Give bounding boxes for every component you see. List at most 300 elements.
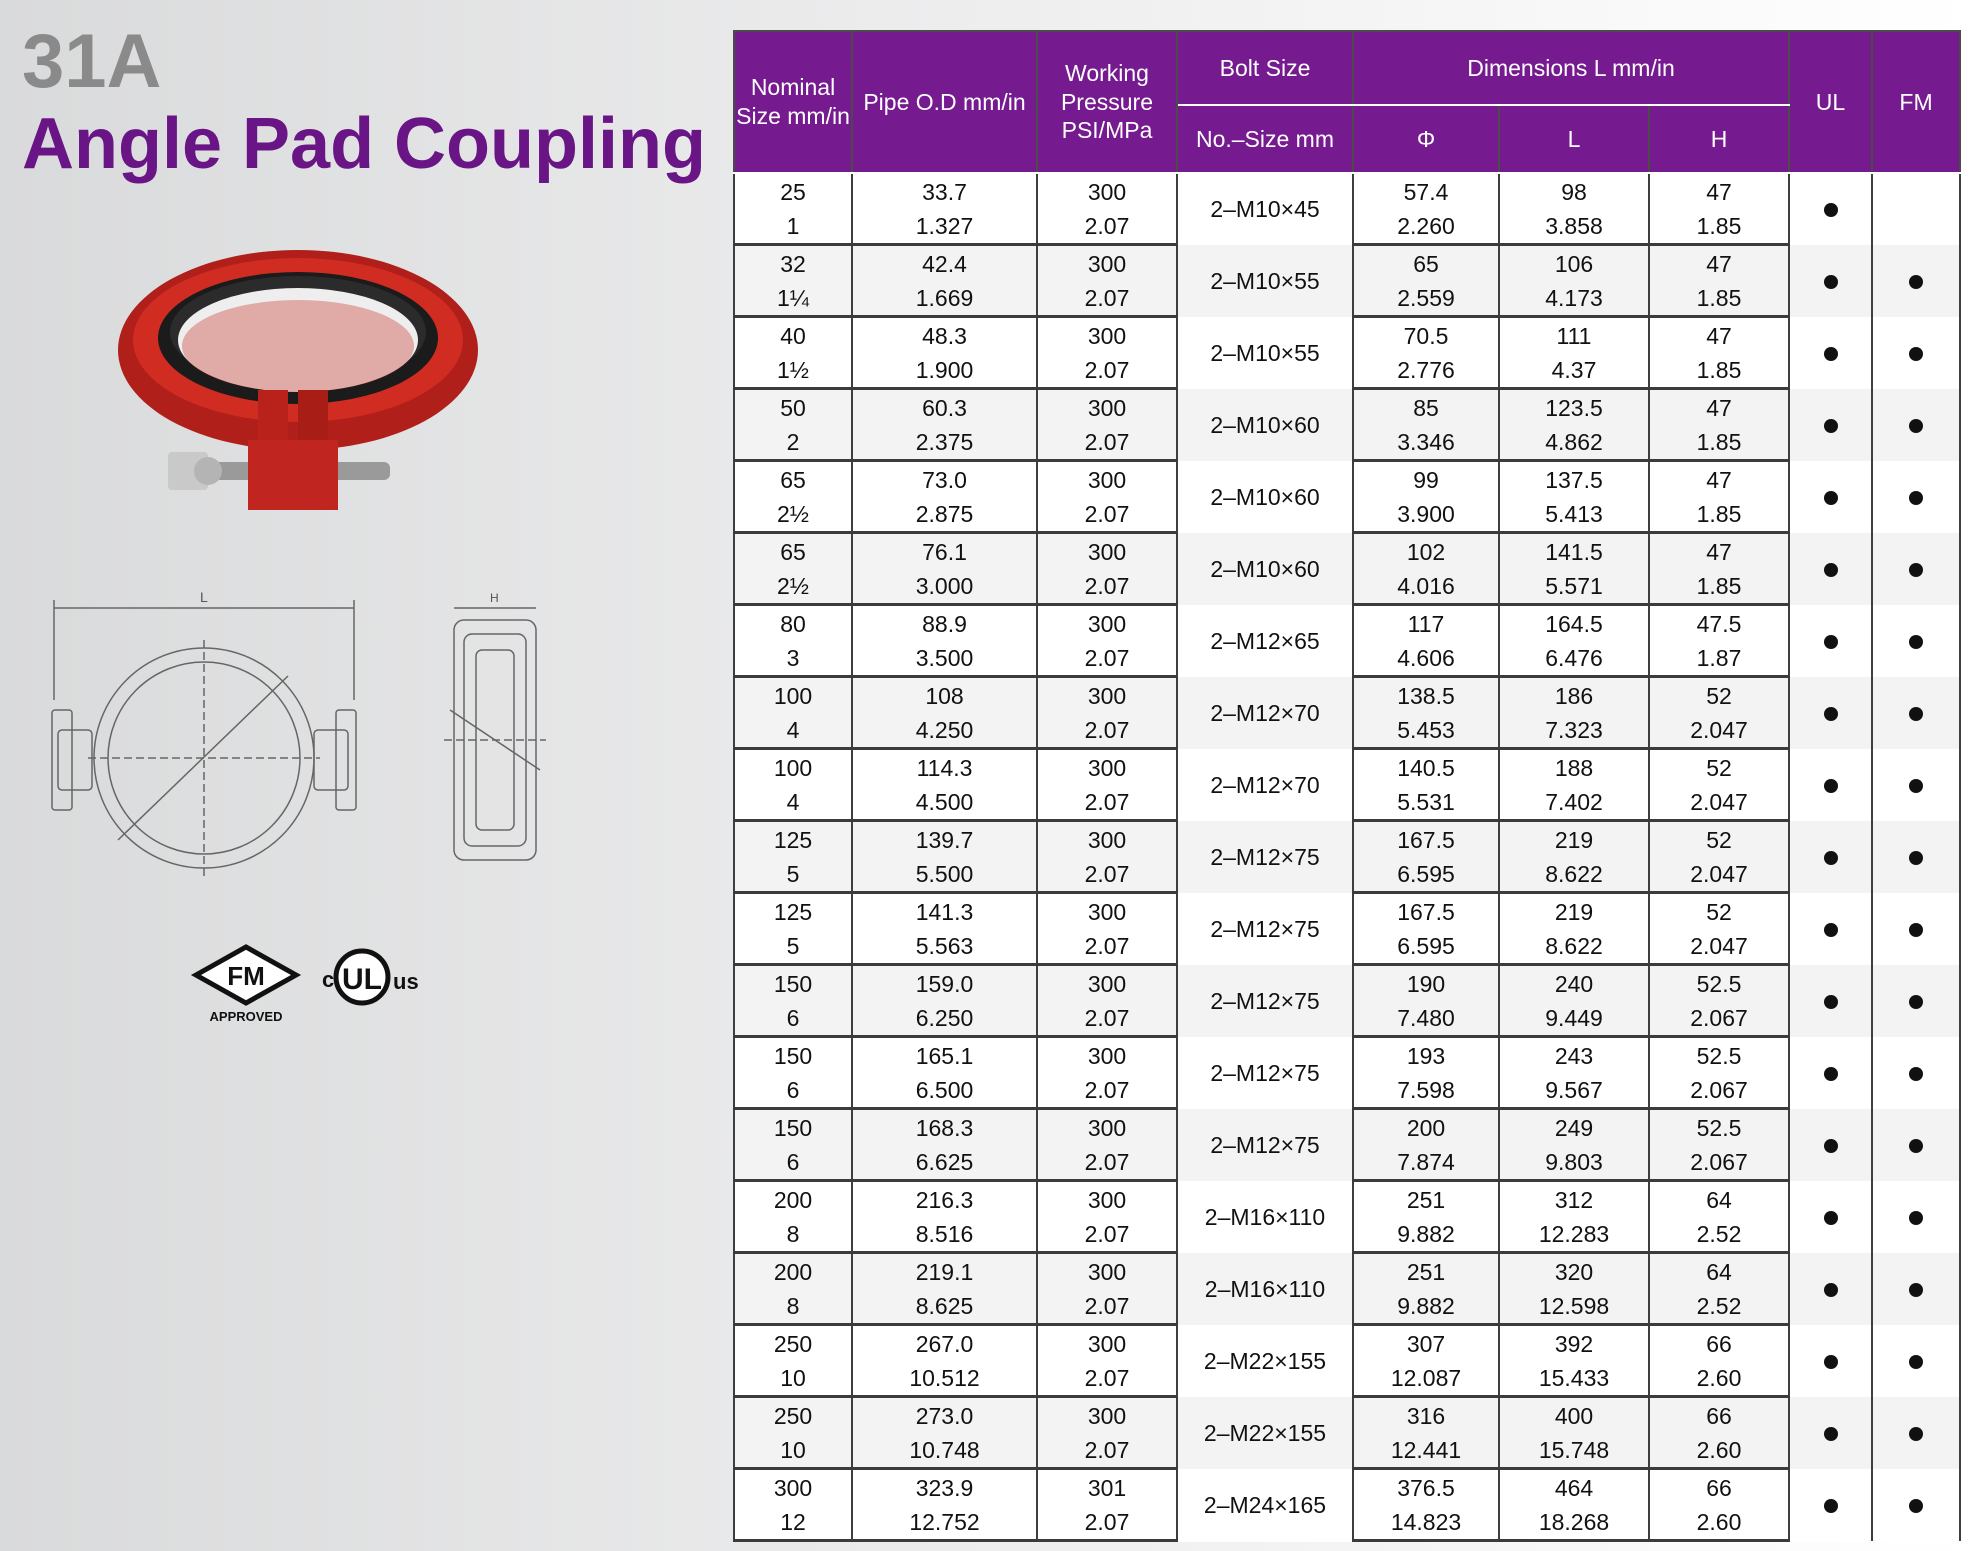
pressure-mpa: 2.07: [1037, 1217, 1177, 1253]
pressure-psi: 300: [1037, 317, 1177, 354]
table-row: [734, 173, 1960, 209]
table-row: [734, 1253, 1960, 1290]
pipe-od-in: 5.500: [852, 857, 1037, 893]
nominal-mm: 125: [734, 821, 852, 858]
pipe-od-mm: 139.7: [852, 821, 1037, 858]
nominal-in: 6: [734, 1073, 852, 1109]
length-mm: 400: [1499, 1397, 1649, 1434]
height-mm: 66: [1649, 1325, 1789, 1362]
ul-dot-icon: [1824, 203, 1838, 217]
phi-in: 7.598: [1353, 1073, 1499, 1109]
pressure-psi: 300: [1037, 533, 1177, 570]
table-row: [734, 1037, 1960, 1074]
length-label: L: [200, 590, 208, 605]
nominal-mm: 200: [734, 1253, 852, 1290]
pressure-psi: 300: [1037, 605, 1177, 642]
fm-approved: [1872, 317, 1960, 389]
length-mm: 312: [1499, 1181, 1649, 1218]
pressure-psi: 300: [1037, 1397, 1177, 1434]
pressure-psi: 300: [1037, 1109, 1177, 1146]
phi-in: 2.559: [1353, 281, 1499, 317]
phi-mm: 57.4: [1353, 173, 1499, 209]
model-number: 31A: [22, 19, 162, 104]
phi-in: 7.480: [1353, 1001, 1499, 1037]
pipe-od-in: 10.748: [852, 1433, 1037, 1469]
length-in: 6.476: [1499, 641, 1649, 677]
fm-dot-icon: [1909, 1499, 1923, 1513]
pipe-od-mm: 42.4: [852, 245, 1037, 282]
pressure-psi: 300: [1037, 1325, 1177, 1362]
ul-listed: [1789, 1325, 1872, 1397]
ul-dot-icon: [1824, 1139, 1838, 1153]
ul-listed: [1789, 749, 1872, 821]
ul-listed: [1789, 461, 1872, 533]
bolt-size: 2–M10×55: [1177, 245, 1353, 317]
bolt-size: 2–M22×155: [1177, 1397, 1353, 1469]
pressure-mpa: 2.07: [1037, 929, 1177, 965]
length-mm: 137.5: [1499, 461, 1649, 498]
fm-dot-icon: [1909, 347, 1923, 361]
nominal-in: 5: [734, 857, 852, 893]
nominal-mm: 65: [734, 533, 852, 570]
pipe-od-in: 4.250: [852, 713, 1037, 749]
pressure-psi: 300: [1037, 461, 1177, 498]
phi-in: 2.776: [1353, 353, 1499, 389]
pressure-psi: 300: [1037, 677, 1177, 714]
pipe-od-in: 3.500: [852, 641, 1037, 677]
nominal-in: 3: [734, 641, 852, 677]
fm-dot-icon: [1909, 1427, 1923, 1441]
fm-approved: [1872, 1469, 1960, 1541]
ul-listed: [1789, 821, 1872, 893]
pipe-od-in: 6.500: [852, 1073, 1037, 1109]
pipe-od-mm: 273.0: [852, 1397, 1037, 1434]
nominal-mm: 100: [734, 677, 852, 714]
pressure-psi: 300: [1037, 749, 1177, 786]
pressure-mpa: 2.07: [1037, 1145, 1177, 1181]
table-row: [734, 1325, 1960, 1362]
table-row: [734, 461, 1960, 498]
table-row: [734, 317, 1960, 354]
height-mm: 47: [1649, 245, 1789, 282]
pressure-mpa: 2.07: [1037, 1073, 1177, 1109]
fm-approved: [1872, 1037, 1960, 1109]
length-mm: 464: [1499, 1469, 1649, 1506]
front-view-drawing: [48, 590, 368, 890]
phi-mm: 117: [1353, 605, 1499, 642]
bolt-size: 2–M10×45: [1177, 173, 1353, 245]
length-in: 12.283: [1499, 1217, 1649, 1253]
phi-mm: 70.5: [1353, 317, 1499, 354]
pressure-psi: 300: [1037, 173, 1177, 209]
nominal-in: 10: [734, 1361, 852, 1397]
ul-dot-icon: [1824, 1499, 1838, 1513]
height-in: 2.60: [1649, 1505, 1789, 1541]
height-in: 2.047: [1649, 929, 1789, 965]
pipe-od-mm: 88.9: [852, 605, 1037, 642]
ul-listed: [1789, 677, 1872, 749]
ul-listed: [1789, 965, 1872, 1037]
ul-listed: [1789, 245, 1872, 317]
nominal-mm: 250: [734, 1325, 852, 1362]
ul-listed: [1789, 1181, 1872, 1253]
table-row: [734, 1109, 1960, 1146]
pressure-psi: 301: [1037, 1469, 1177, 1506]
height-in: 1.87: [1649, 641, 1789, 677]
fm-approved: [1872, 1253, 1960, 1325]
pressure-mpa: 2.07: [1037, 1361, 1177, 1397]
height-label: H: [490, 591, 499, 605]
length-in: 5.571: [1499, 569, 1649, 605]
nominal-in: 1: [734, 209, 852, 245]
pipe-od-mm: 267.0: [852, 1325, 1037, 1362]
height-mm: 47.5: [1649, 605, 1789, 642]
length-in: 7.402: [1499, 785, 1649, 821]
nominal-mm: 150: [734, 1037, 852, 1074]
length-mm: 392: [1499, 1325, 1649, 1362]
height-mm: 66: [1649, 1397, 1789, 1434]
phi-mm: 200: [1353, 1109, 1499, 1146]
bolt-size: 2–M16×110: [1177, 1181, 1353, 1253]
phi-in: 4.606: [1353, 641, 1499, 677]
pressure-mpa: 2.07: [1037, 209, 1177, 245]
nominal-mm: 300: [734, 1469, 852, 1506]
fm-approved: [1872, 533, 1960, 605]
page-title: Angle Pad Coupling: [22, 104, 706, 184]
phi-mm: 251: [1353, 1253, 1499, 1290]
length-mm: 141.5: [1499, 533, 1649, 570]
svg-text:UL: UL: [342, 963, 382, 996]
nominal-in: 2: [734, 425, 852, 461]
pipe-od-in: 3.000: [852, 569, 1037, 605]
height-mm: 66: [1649, 1469, 1789, 1506]
height-mm: 47: [1649, 389, 1789, 426]
bolt-size: 2–M10×60: [1177, 533, 1353, 605]
ul-dot-icon: [1824, 491, 1838, 505]
phi-mm: 190: [1353, 965, 1499, 1002]
pipe-od-in: 12.752: [852, 1505, 1037, 1541]
fm-dot-icon: [1909, 1283, 1923, 1297]
pressure-mpa: 2.07: [1037, 1505, 1177, 1541]
height-in: 2.52: [1649, 1217, 1789, 1253]
length-in: 15.433: [1499, 1361, 1649, 1397]
nominal-mm: 40: [734, 317, 852, 354]
ul-listed: [1789, 605, 1872, 677]
phi-in: 12.441: [1353, 1433, 1499, 1469]
fm-dot-icon: [1909, 1355, 1923, 1369]
bolt-size: 2–M16×110: [1177, 1253, 1353, 1325]
col-header-bolt-no-size: No.–Size mm: [1177, 105, 1353, 173]
pipe-od-mm: 48.3: [852, 317, 1037, 354]
bolt-size: 2–M12×75: [1177, 893, 1353, 965]
table-row: [734, 677, 1960, 714]
svg-text:FM: FM: [227, 961, 265, 991]
bolt-size: 2–M12×75: [1177, 965, 1353, 1037]
fm-approved: [1872, 749, 1960, 821]
height-mm: 52: [1649, 749, 1789, 786]
pipe-od-mm: 141.3: [852, 893, 1037, 930]
spec-table-body: [734, 173, 1960, 1541]
pipe-od-mm: 33.7: [852, 173, 1037, 209]
pipe-od-in: 1.669: [852, 281, 1037, 317]
length-mm: 186: [1499, 677, 1649, 714]
ul-dot-icon: [1824, 779, 1838, 793]
svg-text:APPROVED: APPROVED: [209, 1009, 283, 1024]
length-mm: 219: [1499, 893, 1649, 930]
pipe-od-mm: 165.1: [852, 1037, 1037, 1074]
ul-dot-icon: [1824, 419, 1838, 433]
fm-approved: [1872, 1109, 1960, 1181]
pressure-mpa: 2.07: [1037, 1433, 1177, 1469]
bolt-size: 2–M10×60: [1177, 461, 1353, 533]
nominal-in: 4: [734, 713, 852, 749]
fm-dot-icon: [1909, 1139, 1923, 1153]
length-in: 8.622: [1499, 857, 1649, 893]
pipe-od-mm: 323.9: [852, 1469, 1037, 1506]
height-in: 1.85: [1649, 569, 1789, 605]
fm-approved: [1872, 1181, 1960, 1253]
ul-listed: [1789, 1037, 1872, 1109]
pressure-mpa: 2.07: [1037, 353, 1177, 389]
bolt-size: 2–M10×60: [1177, 389, 1353, 461]
fm-approved: [1872, 605, 1960, 677]
length-in: 18.268: [1499, 1505, 1649, 1541]
phi-in: 2.260: [1353, 209, 1499, 245]
length-mm: 219: [1499, 821, 1649, 858]
height-in: 2.047: [1649, 785, 1789, 821]
col-header-phi: Φ: [1353, 105, 1499, 173]
nominal-in: 5: [734, 929, 852, 965]
height-in: 2.60: [1649, 1433, 1789, 1469]
table-row: [734, 1397, 1960, 1434]
length-in: 12.598: [1499, 1289, 1649, 1325]
fm-dot-icon: [1909, 491, 1923, 505]
ul-dot-icon: [1824, 851, 1838, 865]
length-mm: 98: [1499, 173, 1649, 209]
ul-dot-icon: [1824, 1211, 1838, 1225]
phi-mm: 102: [1353, 533, 1499, 570]
nominal-mm: 150: [734, 1109, 852, 1146]
ul-dot-icon: [1824, 347, 1838, 361]
nominal-in: 2½: [734, 569, 852, 605]
length-in: 8.622: [1499, 929, 1649, 965]
table-row: [734, 821, 1960, 858]
length-mm: 243: [1499, 1037, 1649, 1074]
phi-mm: 140.5: [1353, 749, 1499, 786]
height-in: 1.85: [1649, 497, 1789, 533]
col-header-l: L: [1499, 105, 1649, 173]
side-view-drawing: [440, 590, 550, 890]
col-header-pipe-od: Pipe O.D mm/in: [852, 31, 1037, 173]
fm-dot-icon: [1909, 779, 1923, 793]
pressure-psi: 300: [1037, 965, 1177, 1002]
nominal-in: 6: [734, 1001, 852, 1037]
ul-listed: [1789, 1397, 1872, 1469]
length-mm: 249: [1499, 1109, 1649, 1146]
height-mm: 64: [1649, 1181, 1789, 1218]
table-row: [734, 893, 1960, 930]
pressure-mpa: 2.07: [1037, 713, 1177, 749]
phi-mm: 167.5: [1353, 821, 1499, 858]
ul-listed: [1789, 173, 1872, 245]
ul-dot-icon: [1824, 1427, 1838, 1441]
ul-listed: [1789, 893, 1872, 965]
table-row: [734, 389, 1960, 426]
height-mm: 64: [1649, 1253, 1789, 1290]
phi-in: 5.453: [1353, 713, 1499, 749]
col-header-working-pressure: Working Pressure PSI/MPa: [1037, 31, 1177, 173]
fm-approved: [1872, 1397, 1960, 1469]
col-header-h: H: [1649, 105, 1789, 173]
phi-mm: 251: [1353, 1181, 1499, 1218]
height-mm: 47: [1649, 533, 1789, 570]
fm-dot-icon: [1909, 635, 1923, 649]
nominal-mm: 50: [734, 389, 852, 426]
nominal-mm: 25: [734, 173, 852, 209]
phi-in: 4.016: [1353, 569, 1499, 605]
svg-text:c: c: [322, 967, 335, 992]
bolt-size: 2–M12×70: [1177, 677, 1353, 749]
pipe-od-in: 1.900: [852, 353, 1037, 389]
length-mm: 164.5: [1499, 605, 1649, 642]
fm-approved: [1872, 893, 1960, 965]
nominal-mm: 150: [734, 965, 852, 1002]
pipe-od-in: 1.327: [852, 209, 1037, 245]
pipe-od-mm: 168.3: [852, 1109, 1037, 1146]
height-in: 2.067: [1649, 1001, 1789, 1037]
phi-mm: 167.5: [1353, 893, 1499, 930]
length-in: 4.37: [1499, 353, 1649, 389]
ul-dot-icon: [1824, 1283, 1838, 1297]
height-in: 1.85: [1649, 281, 1789, 317]
svg-text:us: us: [393, 969, 419, 994]
height-mm: 52: [1649, 893, 1789, 930]
spec-table: [733, 30, 1961, 1542]
nominal-in: 10: [734, 1433, 852, 1469]
phi-in: 12.087: [1353, 1361, 1499, 1397]
nominal-mm: 65: [734, 461, 852, 498]
pipe-od-in: 5.563: [852, 929, 1037, 965]
phi-mm: 99: [1353, 461, 1499, 498]
ul-listed-logo: [322, 951, 419, 1003]
length-in: 5.413: [1499, 497, 1649, 533]
pipe-od-mm: 76.1: [852, 533, 1037, 570]
nominal-mm: 32: [734, 245, 852, 282]
pipe-od-mm: 60.3: [852, 389, 1037, 426]
nominal-in: 1½: [734, 353, 852, 389]
phi-in: 9.882: [1353, 1217, 1499, 1253]
fm-dot-icon: [1909, 1211, 1923, 1225]
ul-dot-icon: [1824, 923, 1838, 937]
col-header-fm: FM: [1872, 31, 1960, 173]
bolt-size: 2–M24×165: [1177, 1469, 1353, 1541]
pressure-mpa: 2.07: [1037, 569, 1177, 605]
pipe-od-in: 2.375: [852, 425, 1037, 461]
pressure-mpa: 2.07: [1037, 497, 1177, 533]
length-mm: 188: [1499, 749, 1649, 786]
phi-in: 3.346: [1353, 425, 1499, 461]
phi-in: 14.823: [1353, 1505, 1499, 1541]
fm-dot-icon: [1909, 1067, 1923, 1081]
pressure-psi: 300: [1037, 1253, 1177, 1290]
fm-dot-icon: [1909, 275, 1923, 289]
fm-approved: [1872, 677, 1960, 749]
pressure-psi: 300: [1037, 389, 1177, 426]
pressure-mpa: 2.07: [1037, 1001, 1177, 1037]
ul-dot-icon: [1824, 275, 1838, 289]
fm-approved: [1872, 965, 1960, 1037]
nominal-in: 4: [734, 785, 852, 821]
phi-in: 9.882: [1353, 1289, 1499, 1325]
height-mm: 52.5: [1649, 1037, 1789, 1074]
pipe-od-mm: 114.3: [852, 749, 1037, 786]
nominal-mm: 80: [734, 605, 852, 642]
phi-mm: 85: [1353, 389, 1499, 426]
fm-approved: [1872, 173, 1960, 245]
col-header-nominal-size: Nominal Size mm/in: [734, 31, 852, 173]
nominal-mm: 125: [734, 893, 852, 930]
fm-dot-icon: [1909, 995, 1923, 1009]
pipe-od-mm: 73.0: [852, 461, 1037, 498]
bolt-size: 2–M10×55: [1177, 317, 1353, 389]
height-in: 2.047: [1649, 713, 1789, 749]
ul-dot-icon: [1824, 995, 1838, 1009]
height-mm: 52: [1649, 677, 1789, 714]
col-header-bolt-size: Bolt Size: [1177, 31, 1353, 105]
table-row: [734, 965, 1960, 1002]
pipe-od-in: 6.625: [852, 1145, 1037, 1181]
ul-dot-icon: [1824, 707, 1838, 721]
fm-dot-icon: [1909, 923, 1923, 937]
table-row: [734, 605, 1960, 642]
fm-approved: [1872, 1325, 1960, 1397]
pressure-mpa: 2.07: [1037, 1289, 1177, 1325]
height-in: 1.85: [1649, 425, 1789, 461]
nominal-mm: 250: [734, 1397, 852, 1434]
phi-mm: 65: [1353, 245, 1499, 282]
height-mm: 52.5: [1649, 1109, 1789, 1146]
pressure-psi: 300: [1037, 1181, 1177, 1218]
fm-approved: [1872, 245, 1960, 317]
height-in: 2.047: [1649, 857, 1789, 893]
length-in: 7.323: [1499, 713, 1649, 749]
bolt-size: 2–M12×70: [1177, 749, 1353, 821]
pressure-mpa: 2.07: [1037, 857, 1177, 893]
phi-in: 6.595: [1353, 857, 1499, 893]
bolt-size: 2–M12×75: [1177, 821, 1353, 893]
length-mm: 123.5: [1499, 389, 1649, 426]
certification-logos: [190, 935, 450, 1025]
nominal-in: 2½: [734, 497, 852, 533]
fm-dot-icon: [1909, 419, 1923, 433]
fm-approved-logo: [196, 947, 296, 1024]
phi-mm: 138.5: [1353, 677, 1499, 714]
ul-listed: [1789, 1253, 1872, 1325]
pipe-od-mm: 216.3: [852, 1181, 1037, 1218]
table-row: [734, 245, 1960, 282]
pipe-od-mm: 108: [852, 677, 1037, 714]
height-in: 1.85: [1649, 353, 1789, 389]
nominal-in: 8: [734, 1217, 852, 1253]
bolt-size: 2–M12×75: [1177, 1109, 1353, 1181]
ul-listed: [1789, 1469, 1872, 1541]
length-mm: 240: [1499, 965, 1649, 1002]
pressure-psi: 300: [1037, 245, 1177, 282]
nominal-in: 1¼: [734, 281, 852, 317]
nominal-in: 8: [734, 1289, 852, 1325]
pressure-mpa: 2.07: [1037, 281, 1177, 317]
phi-in: 5.531: [1353, 785, 1499, 821]
